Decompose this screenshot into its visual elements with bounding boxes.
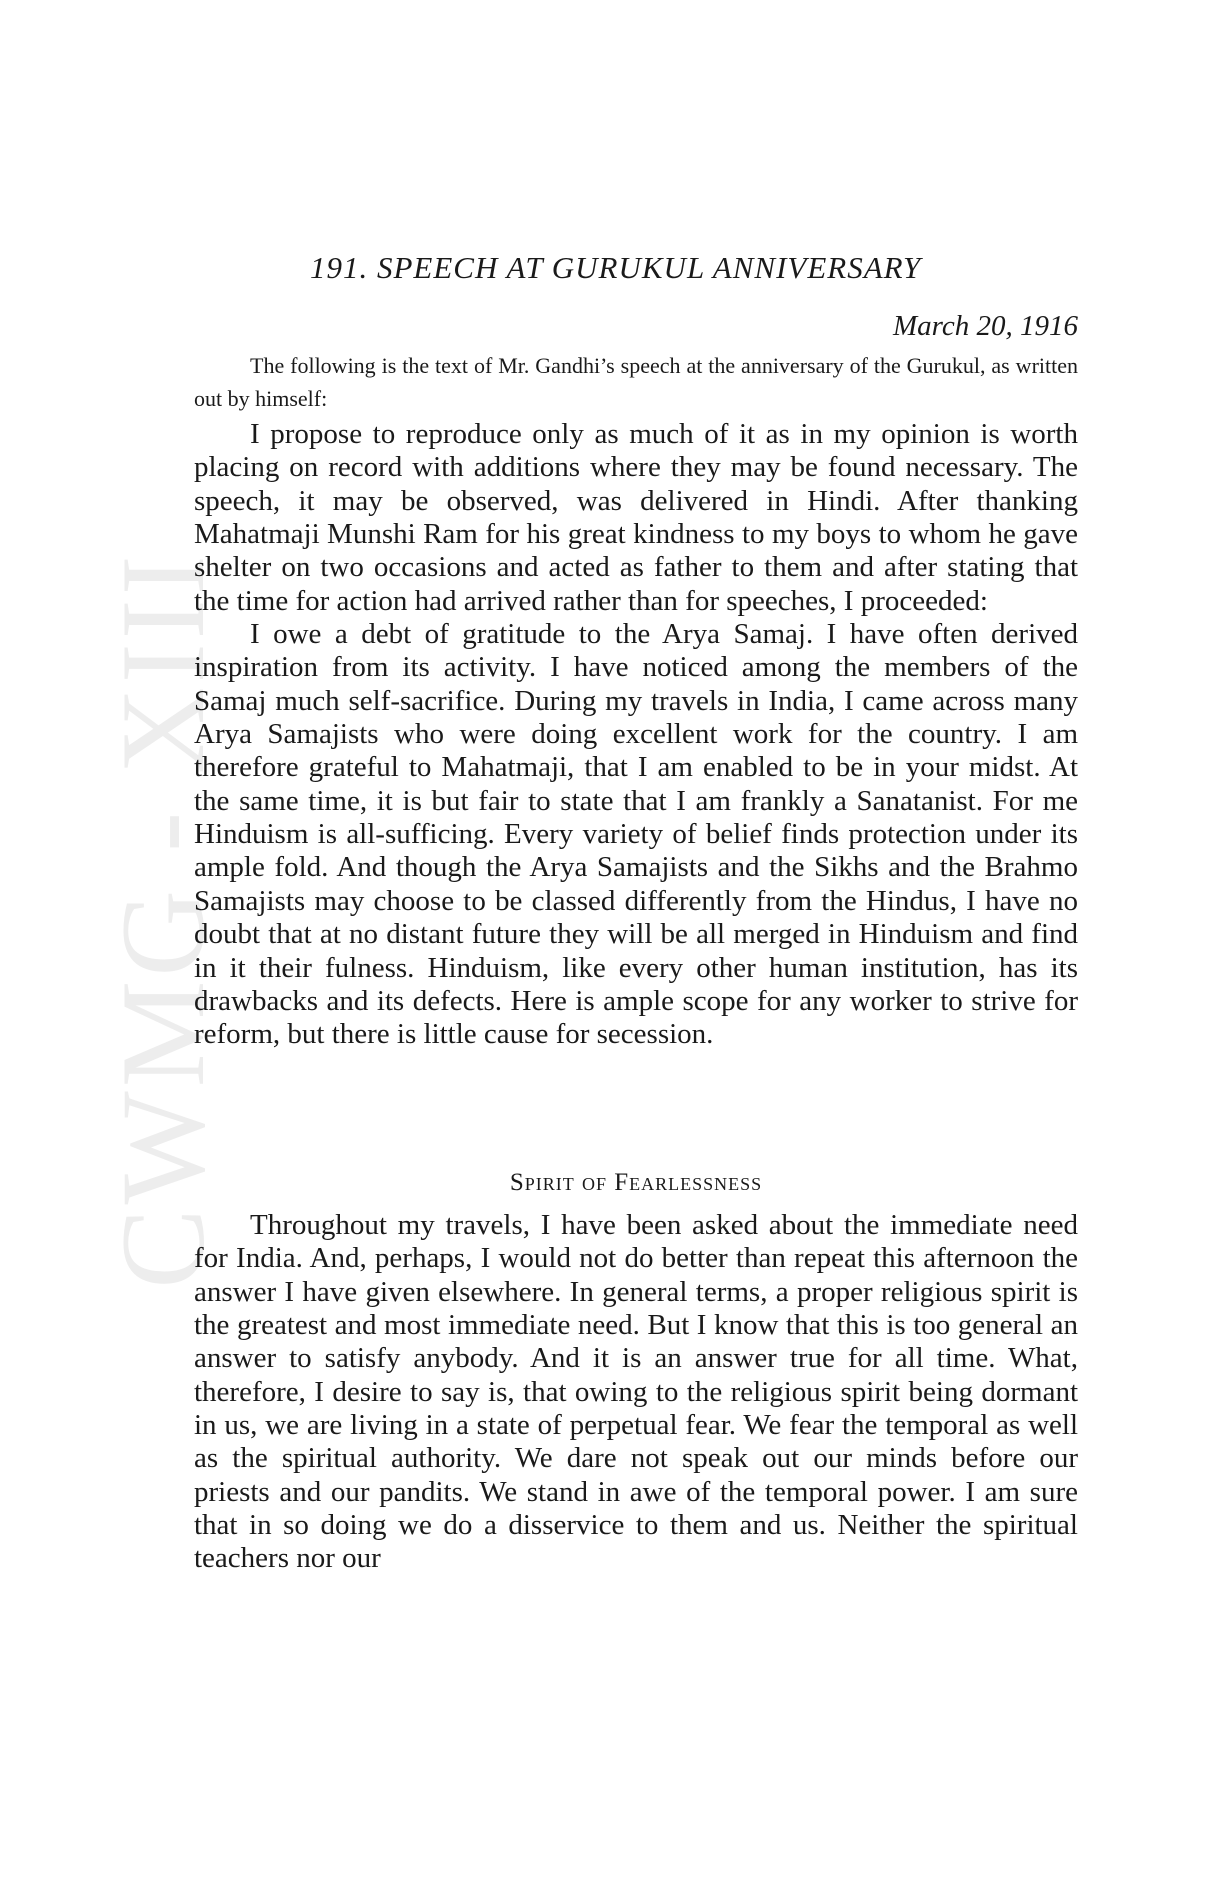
document-date: March 20, 1916 [893,310,1078,342]
intro-note: The following is the text of Mr. Gandhi’s speech at the anniversary of the Gurukul, as written out by himself: [194,353,1078,411]
speech-section-2 [194,1209,1078,1576]
section-heading: Spirit of Fearlessness [509,1169,763,1196]
watermark-text: CWMG - XIII [96,551,229,1289]
paragraph: I propose to reproduce only as much of it as in my opinion is worth placing on record with additions where they may be found necessary. The speech, it may be observed, was delivered in Hindi. After thanking Mahatmaji Munshi Ram for his great kindness to my boys to whom he gave shelter on two occasions and acted as father to them and after stating that the time for action had arrived rather than for speeches, I proceeded: [194,418,1078,617]
paragraph: Throughout my travels, I have been asked about the immediate need for India. And, perhaps, I would not do better than repeat this afternoon the answer I have given elsewhere. In general terms, a proper religious spirit is the greatest and most immediate need. But I know that this is too general an answer to satisfy anybody. And it is an answer true for all time. What, therefore, I desire to say is, that owing to the religious spirit being dormant in us, we are living in a state of perpetual fear. We fear the temporal as well as the spiritual authority. We dare not speak out our minds before our priests and our pandits. We stand in awe of the temporal power. I am sure that in so doing we do a disservice to them and us. Neither the spiritual teachers nor our [194,1209,1078,1575]
document-title: 191. SPEECH AT GURUKUL ANNIVERSARY [310,250,922,285]
paragraph: I owe a debt of gratitude to the Arya Samaj. I have often derived inspiration from its activity. I have noticed among the members of the Samaj much self-sacrifice. During my travels in India, I came across many Arya Samajists who were doing excellent work for the country. I am therefore grateful to Mahatmaji, that I am enabled to be in your midst. At the same time, it is but fair to state that I am frankly a Sanatanist. For me Hinduism is all-sufficing. Every variety of belief finds protection under its ample fold. And though the Arya Samajists and the Sikhs and the Brahmo Samajists may choose to be classed differently from the Hindus, I have no doubt that at no distant future they will be all merged in Hinduism and find in it their fulness. Hinduism, like every other human institution, has its drawbacks and its defects. Here is ample scope for any worker to strive for reform, but there is little cause for secession. [194,618,1078,1051]
speech-section-1 [194,418,1078,1052]
